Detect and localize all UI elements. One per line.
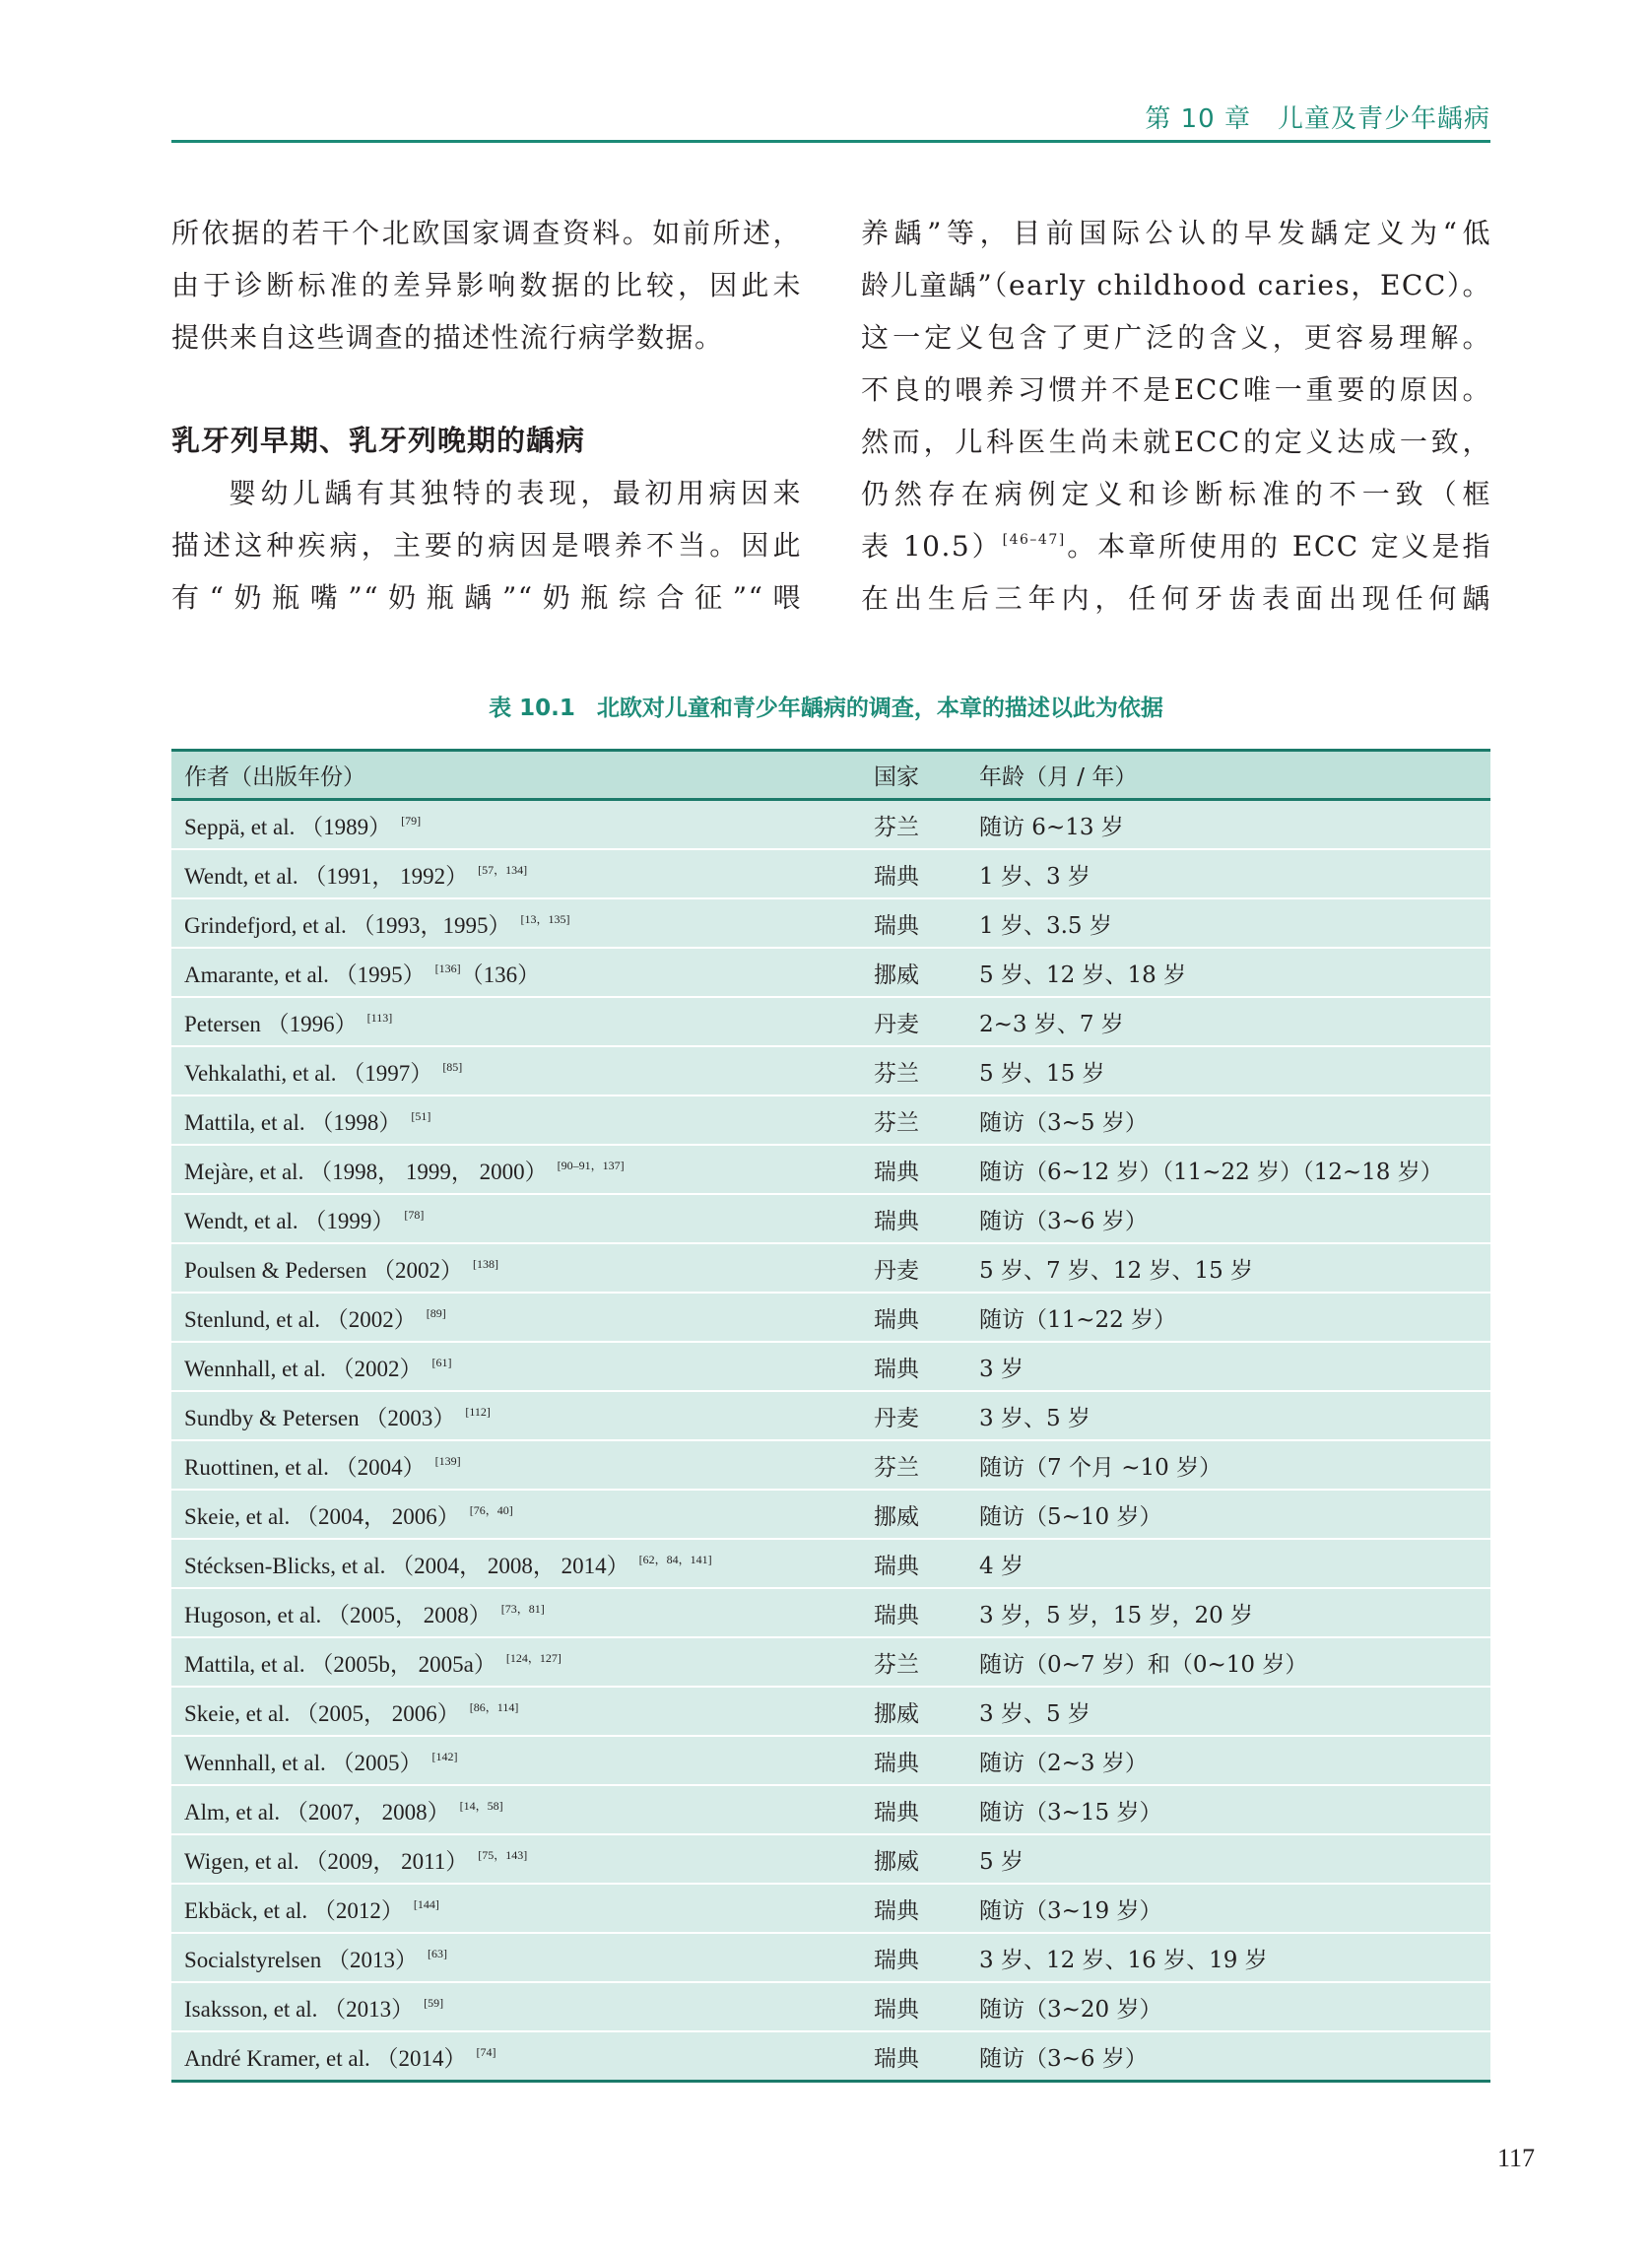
author-cell — [171, 1095, 874, 1145]
table-row — [171, 1588, 1490, 1637]
citation: [144] — [413, 1896, 439, 1911]
age-cell: 5 岁 — [979, 1834, 1490, 1884]
citation: [85] — [442, 1059, 463, 1074]
age-cell: 5 岁、15 岁 — [979, 1046, 1490, 1095]
citation: [73，81] — [500, 1601, 545, 1616]
age-cell: 3 岁 — [979, 1342, 1490, 1391]
age-cell: 5 岁、7 岁、12 岁、15 岁 — [979, 1243, 1490, 1293]
author-cell — [171, 1637, 874, 1687]
citation: [63] — [428, 1946, 447, 1960]
body-line — [861, 520, 1491, 572]
table-row — [171, 1145, 1490, 1194]
author: Wennhall, et al. （2002） — [184, 1356, 423, 1381]
citation: [51] — [411, 1108, 431, 1123]
author: Skeie, et al. （2005， 2006） — [184, 1700, 460, 1726]
country-cell: 挪威 — [874, 1687, 979, 1736]
table-caption — [0, 690, 1652, 722]
author-cell — [171, 849, 874, 898]
author: Stenlund, et al. （2002） — [184, 1306, 417, 1332]
author-cell — [171, 1145, 874, 1194]
citation: [112] — [465, 1404, 491, 1419]
table-row — [171, 948, 1490, 997]
author-cell — [171, 1440, 874, 1490]
author-cell — [171, 997, 874, 1046]
text: 。本章所使用的 ECC 定义是指 — [1065, 530, 1491, 563]
right-column — [861, 207, 1491, 625]
country-cell: 瑞典 — [874, 1293, 979, 1342]
author: André Kramer, et al. （2014） — [184, 2045, 467, 2071]
author: Hugoson, et al. （2005， 2008） — [184, 1602, 492, 1627]
table-row — [171, 1490, 1490, 1539]
citation: [61] — [431, 1355, 452, 1369]
table-row — [171, 849, 1490, 898]
table-row — [171, 1933, 1490, 1982]
body-line: 仍然存在病例定义和诊断标准的不一致（框 — [861, 478, 1491, 510]
table-row — [171, 997, 1490, 1046]
age-cell: 随访（3~15 岁） — [979, 1785, 1490, 1834]
author-cell — [171, 1834, 874, 1884]
author: Ruottinen, et al. （2004） — [184, 1454, 426, 1480]
table-row — [171, 1342, 1490, 1391]
age-cell: 4 岁 — [979, 1539, 1490, 1588]
author-cell — [171, 1194, 874, 1243]
citation: [90–91，137] — [557, 1158, 625, 1172]
country-cell: 丹麦 — [874, 1243, 979, 1293]
author-cell — [171, 1539, 874, 1588]
author: Sundby & Petersen （2003） — [184, 1405, 456, 1430]
body-line: 由于诊断标准的差异影响数据的比较，因此未 — [171, 269, 802, 301]
country-cell: 挪威 — [874, 948, 979, 997]
citation: [13，135] — [520, 911, 570, 926]
age-cell: 2~3 岁、7 岁 — [979, 997, 1490, 1046]
citation: [57，134] — [478, 862, 528, 877]
age-cell: 随访（11~22 岁） — [979, 1293, 1490, 1342]
text: 表 10.5） — [861, 530, 1003, 563]
citation: [75，143] — [478, 1847, 528, 1862]
table-row — [171, 1046, 1490, 1095]
header-rule — [171, 140, 1490, 143]
table-row — [171, 898, 1490, 948]
table-row — [171, 1834, 1490, 1884]
age-cell: 3 岁、5 岁 — [979, 1391, 1490, 1440]
body-line: 养龋”等，目前国际公认的早发龋定义为“低 — [861, 217, 1491, 249]
author: Wendt, et al. （1991， 1992） — [184, 863, 469, 889]
author: Isaksson, et al. （2013） — [184, 1996, 415, 2022]
table-number: 表 10.1 — [489, 696, 575, 721]
author: Poulsen & Pedersen （2002） — [184, 1257, 464, 1283]
author: Wendt, et al. （1999） — [184, 1208, 395, 1233]
table-row — [171, 1982, 1490, 2031]
table-row — [171, 2031, 1490, 2082]
author: Ekbäck, et al. （2012） — [184, 1897, 404, 1923]
column-header-country: 国家 — [874, 751, 979, 800]
age-cell: 随访（5~10 岁） — [979, 1490, 1490, 1539]
author-cell — [171, 948, 874, 997]
page-number: 117 — [1497, 2144, 1536, 2172]
citation: [86，114] — [469, 1699, 519, 1714]
author: Skeie, et al. （2004， 2006） — [184, 1503, 460, 1529]
author: Mejàre, et al. （1998， 1999， 2000） — [184, 1159, 548, 1184]
author-cell — [171, 2031, 874, 2082]
citation: [78] — [404, 1207, 425, 1222]
table-header-row — [171, 751, 1490, 800]
body-line: 所依据的若干个北欧国家调查资料。如前所述， — [171, 217, 802, 249]
country-cell: 瑞典 — [874, 1539, 979, 1588]
author: Mattila, et al. （1998） — [184, 1109, 402, 1135]
country-cell: 芬兰 — [874, 1637, 979, 1687]
age-cell: 1 岁、3.5 岁 — [979, 898, 1490, 948]
citation: [59] — [424, 1995, 444, 2010]
country-cell: 挪威 — [874, 1490, 979, 1539]
age-cell: 随访（6~12 岁）（11~22 岁）（12~18 岁） — [979, 1145, 1490, 1194]
survey-table — [171, 749, 1490, 2083]
author-cell — [171, 1391, 874, 1440]
section-heading: 乳牙列早期、乳牙列晚期的龋病 — [171, 424, 586, 457]
country-cell: 芬兰 — [874, 1440, 979, 1490]
column-header-age: 年龄（月 / 年） — [979, 751, 1490, 800]
table-row — [171, 1884, 1490, 1933]
author-cell — [171, 1490, 874, 1539]
table-row — [171, 800, 1490, 850]
author-cell — [171, 1736, 874, 1785]
author-cell — [171, 1687, 874, 1736]
author-cell — [171, 1046, 874, 1095]
table-row — [171, 1687, 1490, 1736]
age-cell: 随访（3~19 岁） — [979, 1884, 1490, 1933]
country-cell: 丹麦 — [874, 1391, 979, 1440]
author: Socialstyrelsen （2013） — [184, 1947, 418, 1972]
citation: [79] — [401, 813, 422, 828]
age-cell: 随访（2~3 岁） — [979, 1736, 1490, 1785]
age-cell: 3 岁，5 岁，15 岁，20 岁 — [979, 1588, 1490, 1637]
author: Wigen, et al. （2009， 2011） — [184, 1848, 469, 1874]
country-cell: 瑞典 — [874, 1588, 979, 1637]
age-cell: 随访 6~13 岁 — [979, 800, 1490, 850]
country-cell: 芬兰 — [874, 1095, 979, 1145]
table-row — [171, 1391, 1490, 1440]
citation: [113] — [366, 1010, 393, 1025]
body-line: 有“奶瓶嘴”“奶瓶龋”“奶瓶综合征”“喂 — [171, 581, 802, 614]
age-cell: 3 岁、5 岁 — [979, 1687, 1490, 1736]
country-cell: 瑞典 — [874, 1145, 979, 1194]
age-cell: 随访（3~6 岁） — [979, 2031, 1490, 2082]
table-row — [171, 1194, 1490, 1243]
country-cell: 瑞典 — [874, 1982, 979, 2031]
citation: [142] — [431, 1749, 458, 1763]
citation: [136] — [434, 961, 461, 975]
citation: [14，58] — [459, 1798, 503, 1813]
country-cell: 瑞典 — [874, 2031, 979, 2082]
column-header-author: 作者（出版年份） — [171, 751, 874, 800]
country-cell: 芬兰 — [874, 1046, 979, 1095]
body-line: 然而，儿科医生尚未就ECC的定义达成一致， — [861, 426, 1491, 458]
country-cell: 瑞典 — [874, 1194, 979, 1243]
author-cell — [171, 898, 874, 948]
age-cell: 5 岁、12 岁、18 岁 — [979, 948, 1490, 997]
citation: [139] — [434, 1453, 461, 1468]
author-cell — [171, 1933, 874, 1982]
author-cell — [171, 1588, 874, 1637]
age-cell: 随访（0~7 岁）和（0~10 岁） — [979, 1637, 1490, 1687]
country-cell: 挪威 — [874, 1834, 979, 1884]
country-cell: 丹麦 — [874, 997, 979, 1046]
author: Amarante, et al. （1995） — [184, 962, 426, 987]
table-row — [171, 1539, 1490, 1588]
author: Seppä, et al. （1989） — [184, 814, 392, 839]
citation: [46–47] — [1002, 532, 1066, 548]
author: Stécksen-Blicks, et al. （2004， 2008， 2014） — [184, 1553, 629, 1578]
author: Wennhall, et al. （2005） — [184, 1750, 423, 1775]
body-line: 描述这种疾病，主要的病因是喂养不当。因此 — [171, 529, 802, 562]
table-row — [171, 1440, 1490, 1490]
citation: [62，84，141] — [638, 1552, 712, 1566]
citation: [124，127] — [505, 1650, 562, 1665]
citation: [76，40] — [469, 1502, 513, 1517]
citation: [138] — [473, 1256, 499, 1271]
author: Petersen （1996） — [184, 1011, 358, 1036]
age-cell: 1 岁、3 岁 — [979, 849, 1490, 898]
age-cell: 随访（3~5 岁） — [979, 1095, 1490, 1145]
country-cell: 瑞典 — [874, 1933, 979, 1982]
body-line: 婴幼儿龋有其独特的表现，最初用病因来 — [229, 477, 802, 509]
body-line: 这一定义包含了更广泛的含义，更容易理解。 — [861, 321, 1491, 354]
table-row — [171, 1293, 1490, 1342]
left-column — [171, 207, 802, 624]
author-cell — [171, 800, 874, 850]
table-row — [171, 1736, 1490, 1785]
author-cell — [171, 1785, 874, 1834]
author: Vehkalathi, et al. （1997） — [184, 1060, 433, 1086]
table-row — [171, 1243, 1490, 1293]
country-cell: 芬兰 — [874, 800, 979, 850]
country-cell: 瑞典 — [874, 1884, 979, 1933]
running-head: 第 10 章 儿童及青少年龋病 — [1145, 104, 1490, 134]
country-cell: 瑞典 — [874, 849, 979, 898]
country-cell: 瑞典 — [874, 1342, 979, 1391]
body-line: 不良的喂养习惯并不是ECC唯一重要的原因。 — [861, 373, 1491, 406]
body-line: 龄儿童龋”（early childhood caries，ECC）。 — [861, 269, 1491, 301]
citation: [89] — [426, 1305, 446, 1320]
author-cell — [171, 1884, 874, 1933]
table-row — [171, 1095, 1490, 1145]
author: Grindefjord, et al. （1993，1995） — [184, 912, 511, 938]
author-cell — [171, 1293, 874, 1342]
age-cell: 随访（7 个月 ~10 岁） — [979, 1440, 1490, 1490]
table-row — [171, 1785, 1490, 1834]
age-cell: 3 岁、12 岁、16 岁、19 岁 — [979, 1933, 1490, 1982]
body-line: 在出生后三年内，任何牙齿表面出现任何龋 — [861, 582, 1491, 615]
table-title: 北欧对儿童和青少年龋病的调查，本章的描述以此为依据 — [596, 696, 1163, 721]
citation: [74] — [476, 2044, 496, 2059]
table-row — [171, 1637, 1490, 1687]
age-cell: 随访（3~20 岁） — [979, 1982, 1490, 2031]
country-cell: 瑞典 — [874, 1736, 979, 1785]
author-cell — [171, 1342, 874, 1391]
author-cell — [171, 1982, 874, 2031]
country-cell: 瑞典 — [874, 898, 979, 948]
author: Alm, et al. （2007， 2008） — [184, 1799, 450, 1825]
author: Mattila, et al. （2005b， 2005a） — [184, 1651, 496, 1677]
body-line: 提供来自这些调查的描述性流行病学数据。 — [171, 321, 724, 354]
author-extra: （136） — [460, 962, 541, 987]
age-cell: 随访（3~6 岁） — [979, 1194, 1490, 1243]
author-cell — [171, 1243, 874, 1293]
country-cell: 瑞典 — [874, 1785, 979, 1834]
